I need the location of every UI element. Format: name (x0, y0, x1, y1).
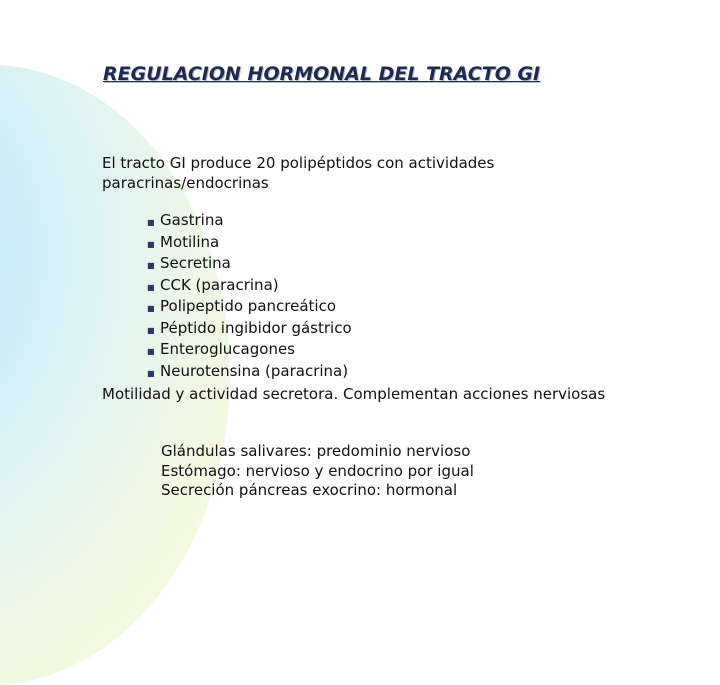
slide-title: REGULACION HORMONAL DEL TRACTO GI (103, 63, 541, 85)
square-bullet-icon: ■ (147, 282, 155, 292)
list-item: ■ Neurotensina (paracrina) (147, 362, 352, 384)
list-item: ■ Polipeptido pancreático (147, 297, 352, 319)
square-bullet-icon: ■ (147, 325, 155, 335)
square-bullet-icon: ■ (147, 347, 155, 356)
list-item: ■ Motilina (147, 233, 352, 255)
list-item: ■ Gastrina (147, 211, 352, 233)
list-item: ■ Péptido ingibidor gástrico (147, 319, 352, 341)
control-details (161, 442, 474, 501)
list-item: ■ Enteroglucagones (147, 340, 352, 362)
square-bullet-icon: ■ (147, 239, 155, 249)
intro-text: El tracto GI produce 20 polipéptidos con actividades paracrinas/endocrinas (102, 154, 495, 192)
square-bullet-icon: ■ (147, 218, 155, 227)
detail-line: Estómago: nervioso y endocrino por igual (161, 461, 474, 480)
list-item: ■ CCK (paracrina) (147, 276, 352, 298)
hormone-list (147, 211, 352, 383)
list-item: ■ Secretina (147, 254, 352, 276)
square-bullet-icon: ■ (147, 261, 155, 270)
detail-line: Secreción páncreas exocrino: hormonal (161, 481, 458, 499)
detail-line: Glándulas salivares: predominio nervioso (161, 442, 471, 460)
motility-text: Motilidad y actividad secretora. Complementan acciones nerviosas (102, 385, 606, 403)
square-bullet-icon: ■ (147, 368, 155, 378)
square-bullet-icon: ■ (147, 304, 155, 313)
